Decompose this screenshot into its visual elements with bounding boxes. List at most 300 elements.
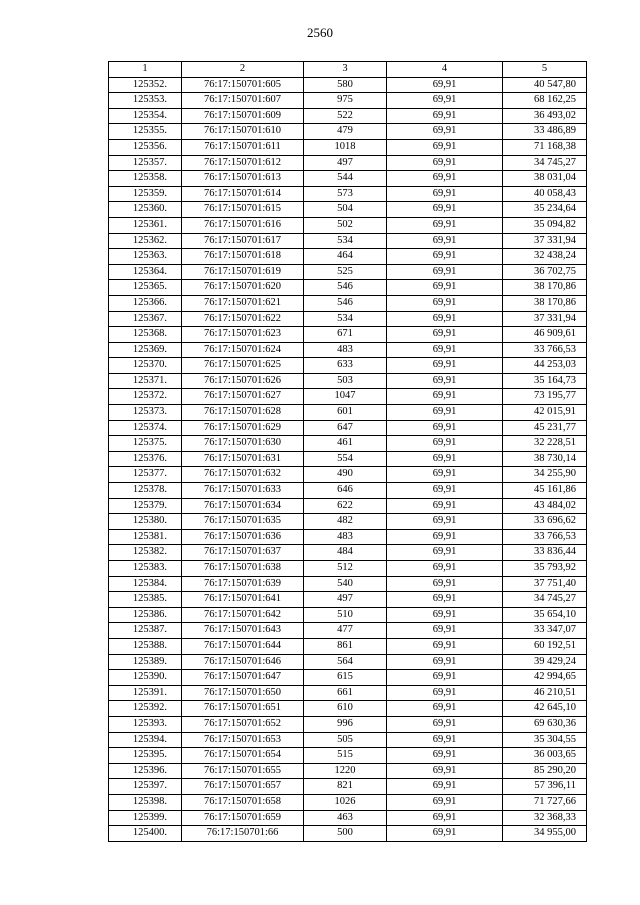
amount-cell: 37 331,94: [503, 233, 587, 249]
cadastral-number-cell: 76:17:150701:654: [182, 748, 304, 764]
rate-cell: 69,91: [387, 592, 503, 608]
cadastral-number-cell: 76:17:150701:624: [182, 342, 304, 358]
rate-cell: 69,91: [387, 810, 503, 826]
table-row: [109, 311, 587, 327]
rate-cell: 69,91: [387, 623, 503, 639]
area-cell: 573: [304, 186, 387, 202]
table-row: [109, 716, 587, 732]
rate-cell: 69,91: [387, 607, 503, 623]
rate-cell: 69,91: [387, 93, 503, 109]
amount-cell: 68 162,25: [503, 93, 587, 109]
row-number-cell: 125389.: [109, 654, 182, 670]
amount-cell: 34 255,90: [503, 467, 587, 483]
row-number-cell: 125382.: [109, 545, 182, 561]
amount-cell: 33 347,07: [503, 623, 587, 639]
rate-cell: 69,91: [387, 139, 503, 155]
amount-cell: 40 547,80: [503, 77, 587, 93]
rate-cell: 69,91: [387, 217, 503, 233]
row-number-cell: 125359.: [109, 186, 182, 202]
amount-cell: 73 195,77: [503, 389, 587, 405]
amount-cell: 57 396,11: [503, 779, 587, 795]
row-number-cell: 125383.: [109, 561, 182, 577]
rate-cell: 69,91: [387, 186, 503, 202]
cadastral-number-cell: 76:17:150701:650: [182, 685, 304, 701]
amount-cell: 32 228,51: [503, 436, 587, 452]
table-row: [109, 358, 587, 374]
table-row: [109, 373, 587, 389]
table-body: [109, 77, 587, 841]
table-row: [109, 217, 587, 233]
cadastral-number-cell: 76:17:150701:642: [182, 607, 304, 623]
area-cell: 497: [304, 592, 387, 608]
area-cell: 1018: [304, 139, 387, 155]
table-row: [109, 545, 587, 561]
cadastral-number-cell: 76:17:150701:621: [182, 295, 304, 311]
rate-cell: 69,91: [387, 108, 503, 124]
amount-cell: 35 304,55: [503, 732, 587, 748]
rate-cell: 69,91: [387, 638, 503, 654]
amount-cell: 43 484,02: [503, 498, 587, 514]
table-row: [109, 420, 587, 436]
area-cell: 522: [304, 108, 387, 124]
amount-cell: 42 994,65: [503, 670, 587, 686]
row-number-cell: 125372.: [109, 389, 182, 405]
table-row: [109, 451, 587, 467]
rate-cell: 69,91: [387, 748, 503, 764]
amount-cell: 36 003,65: [503, 748, 587, 764]
amount-cell: 34 745,27: [503, 592, 587, 608]
row-number-cell: 125388.: [109, 638, 182, 654]
rate-cell: 69,91: [387, 794, 503, 810]
table-row: [109, 233, 587, 249]
cadastral-number-cell: 76:17:150701:651: [182, 701, 304, 717]
row-number-cell: 125370.: [109, 358, 182, 374]
amount-cell: 39 429,24: [503, 654, 587, 670]
area-cell: 534: [304, 233, 387, 249]
row-number-cell: 125365.: [109, 280, 182, 296]
row-number-cell: 125368.: [109, 327, 182, 343]
rate-cell: 69,91: [387, 467, 503, 483]
rate-cell: 69,91: [387, 155, 503, 171]
cadastral-number-cell: 76:17:150701:647: [182, 670, 304, 686]
table-header-row: [109, 62, 587, 78]
cadastral-number-cell: 76:17:150701:657: [182, 779, 304, 795]
row-number-cell: 125363.: [109, 249, 182, 265]
row-number-cell: 125390.: [109, 670, 182, 686]
amount-cell: 35 164,73: [503, 373, 587, 389]
cadastral-number-cell: 76:17:150701:616: [182, 217, 304, 233]
row-number-cell: 125375.: [109, 436, 182, 452]
table-row: [109, 763, 587, 779]
rate-cell: 69,91: [387, 342, 503, 358]
area-cell: 546: [304, 280, 387, 296]
amount-cell: 38 170,86: [503, 295, 587, 311]
row-number-cell: 125364.: [109, 264, 182, 280]
table-row: [109, 280, 587, 296]
rate-cell: 69,91: [387, 373, 503, 389]
area-cell: 821: [304, 779, 387, 795]
table-row: [109, 498, 587, 514]
cadastral-number-cell: 76:17:150701:633: [182, 483, 304, 499]
row-number-cell: 125386.: [109, 607, 182, 623]
area-cell: 515: [304, 748, 387, 764]
table-row: [109, 77, 587, 93]
rate-cell: 69,91: [387, 483, 503, 499]
cadastral-number-cell: 76:17:150701:652: [182, 716, 304, 732]
row-number-cell: 125371.: [109, 373, 182, 389]
row-number-cell: 125356.: [109, 139, 182, 155]
row-number-cell: 125352.: [109, 77, 182, 93]
table-row: [109, 483, 587, 499]
area-cell: 1047: [304, 389, 387, 405]
cadastral-number-cell: 76:17:150701:653: [182, 732, 304, 748]
rate-cell: 69,91: [387, 576, 503, 592]
rate-cell: 69,91: [387, 545, 503, 561]
rate-cell: 69,91: [387, 171, 503, 187]
row-number-cell: 125367.: [109, 311, 182, 327]
area-cell: 504: [304, 202, 387, 218]
cadastral-number-cell: 76:17:150701:659: [182, 810, 304, 826]
area-cell: 505: [304, 732, 387, 748]
cadastral-number-cell: 76:17:150701:634: [182, 498, 304, 514]
rate-cell: 69,91: [387, 498, 503, 514]
table-row: [109, 327, 587, 343]
rate-cell: 69,91: [387, 763, 503, 779]
area-cell: 540: [304, 576, 387, 592]
area-cell: 490: [304, 467, 387, 483]
table-row: [109, 576, 587, 592]
cadastral-number-cell: 76:17:150701:635: [182, 514, 304, 530]
amount-cell: 69 630,36: [503, 716, 587, 732]
amount-cell: 34 955,00: [503, 826, 587, 842]
cadastral-number-cell: 76:17:150701:610: [182, 124, 304, 140]
table-row: [109, 264, 587, 280]
page-number: 2560: [307, 25, 333, 40]
table-row: [109, 171, 587, 187]
area-cell: 483: [304, 529, 387, 545]
cadastral-number-cell: 76:17:150701:641: [182, 592, 304, 608]
cadastral-number-cell: 76:17:150701:631: [182, 451, 304, 467]
row-number-cell: 125376.: [109, 451, 182, 467]
amount-cell: 33 696,62: [503, 514, 587, 530]
amount-cell: 38 170,86: [503, 280, 587, 296]
row-number-cell: 125378.: [109, 483, 182, 499]
amount-cell: 46 210,51: [503, 685, 587, 701]
cadastral-number-cell: 76:17:150701:620: [182, 280, 304, 296]
row-number-cell: 125392.: [109, 701, 182, 717]
rate-cell: 69,91: [387, 732, 503, 748]
row-number-cell: 125397.: [109, 779, 182, 795]
area-cell: 661: [304, 685, 387, 701]
area-cell: 484: [304, 545, 387, 561]
row-number-cell: 125391.: [109, 685, 182, 701]
area-cell: 512: [304, 561, 387, 577]
row-number-cell: 125373.: [109, 405, 182, 421]
table-row: [109, 108, 587, 124]
amount-cell: 44 253,03: [503, 358, 587, 374]
amount-cell: 45 161,86: [503, 483, 587, 499]
area-cell: 554: [304, 451, 387, 467]
area-cell: 861: [304, 638, 387, 654]
cadastral-number-cell: 76:17:150701:646: [182, 654, 304, 670]
amount-cell: 40 058,43: [503, 186, 587, 202]
area-cell: 610: [304, 701, 387, 717]
amount-cell: 34 745,27: [503, 155, 587, 171]
column-header-5: 5: [503, 62, 587, 78]
amount-cell: 71 168,38: [503, 139, 587, 155]
area-cell: 502: [304, 217, 387, 233]
table-row: [109, 607, 587, 623]
cadastral-number-cell: 76:17:150701:611: [182, 139, 304, 155]
cadastral-number-cell: 76:17:150701:628: [182, 405, 304, 421]
rate-cell: 69,91: [387, 826, 503, 842]
rate-cell: 69,91: [387, 233, 503, 249]
row-number-cell: 125393.: [109, 716, 182, 732]
row-number-cell: 125353.: [109, 93, 182, 109]
table-row: [109, 638, 587, 654]
cadastral-number-cell: 76:17:150701:638: [182, 561, 304, 577]
cadastral-number-cell: 76:17:150701:644: [182, 638, 304, 654]
cadastral-number-cell: 76:17:150701:605: [182, 77, 304, 93]
amount-cell: 85 290,20: [503, 763, 587, 779]
amount-cell: 32 368,33: [503, 810, 587, 826]
amount-cell: 36 702,75: [503, 264, 587, 280]
table-row: [109, 685, 587, 701]
row-number-cell: 125369.: [109, 342, 182, 358]
amount-cell: 60 192,51: [503, 638, 587, 654]
row-number-cell: 125396.: [109, 763, 182, 779]
amount-cell: 33 836,44: [503, 545, 587, 561]
amount-cell: 32 438,24: [503, 249, 587, 265]
table-row: [109, 436, 587, 452]
amount-cell: 36 493,02: [503, 108, 587, 124]
area-cell: 483: [304, 342, 387, 358]
area-cell: 477: [304, 623, 387, 639]
area-cell: 564: [304, 654, 387, 670]
area-cell: 546: [304, 295, 387, 311]
rate-cell: 69,91: [387, 561, 503, 577]
rate-cell: 69,91: [387, 716, 503, 732]
amount-cell: 33 766,53: [503, 342, 587, 358]
row-number-cell: 125387.: [109, 623, 182, 639]
column-header-2: 2: [182, 62, 304, 78]
area-cell: 1026: [304, 794, 387, 810]
table-row: [109, 405, 587, 421]
row-number-cell: 125380.: [109, 514, 182, 530]
area-cell: 671: [304, 327, 387, 343]
rate-cell: 69,91: [387, 264, 503, 280]
table-row: [109, 779, 587, 795]
table-row: [109, 529, 587, 545]
amount-cell: 35 094,82: [503, 217, 587, 233]
table-row: [109, 249, 587, 265]
table-row: [109, 93, 587, 109]
column-header-1: 1: [109, 62, 182, 78]
cadastral-number-cell: 76:17:150701:622: [182, 311, 304, 327]
cadastral-number-cell: 76:17:150701:619: [182, 264, 304, 280]
cadastral-number-cell: 76:17:150701:615: [182, 202, 304, 218]
row-number-cell: 125360.: [109, 202, 182, 218]
rate-cell: 69,91: [387, 685, 503, 701]
table-row: [109, 389, 587, 405]
amount-cell: 35 654,10: [503, 607, 587, 623]
row-number-cell: 125400.: [109, 826, 182, 842]
table-row: [109, 670, 587, 686]
row-number-cell: 125394.: [109, 732, 182, 748]
table-row: [109, 561, 587, 577]
cadastral-number-cell: 76:17:150701:639: [182, 576, 304, 592]
table-row: [109, 810, 587, 826]
table-row: [109, 701, 587, 717]
area-cell: 580: [304, 77, 387, 93]
cadastral-number-cell: 76:17:150701:614: [182, 186, 304, 202]
rate-cell: 69,91: [387, 124, 503, 140]
row-number-cell: 125374.: [109, 420, 182, 436]
area-cell: 1220: [304, 763, 387, 779]
cadastral-number-cell: 76:17:150701:627: [182, 389, 304, 405]
cadastral-number-cell: 76:17:150701:626: [182, 373, 304, 389]
table-row: [109, 514, 587, 530]
area-cell: 647: [304, 420, 387, 436]
row-number-cell: 125385.: [109, 592, 182, 608]
table-row: [109, 202, 587, 218]
amount-cell: 37 331,94: [503, 311, 587, 327]
rate-cell: 69,91: [387, 358, 503, 374]
cadastral-number-cell: 76:17:150701:613: [182, 171, 304, 187]
row-number-cell: 125384.: [109, 576, 182, 592]
column-header-3: 3: [304, 62, 387, 78]
amount-cell: 45 231,77: [503, 420, 587, 436]
table-row: [109, 342, 587, 358]
row-number-cell: 125357.: [109, 155, 182, 171]
table-row: [109, 186, 587, 202]
cadastral-number-cell: 76:17:150701:607: [182, 93, 304, 109]
amount-cell: 46 909,61: [503, 327, 587, 343]
table-row: [109, 592, 587, 608]
row-number-cell: 125398.: [109, 794, 182, 810]
cadastral-number-cell: 76:17:150701:609: [182, 108, 304, 124]
amount-cell: 37 751,40: [503, 576, 587, 592]
column-header-4: 4: [387, 62, 503, 78]
cadastral-number-cell: 76:17:150701:66: [182, 826, 304, 842]
rate-cell: 69,91: [387, 670, 503, 686]
row-number-cell: 125361.: [109, 217, 182, 233]
rate-cell: 69,91: [387, 389, 503, 405]
amount-cell: 35 793,92: [503, 561, 587, 577]
amount-cell: 38 031,04: [503, 171, 587, 187]
table-row: [109, 654, 587, 670]
cadastral-number-cell: 76:17:150701:629: [182, 420, 304, 436]
rate-cell: 69,91: [387, 249, 503, 265]
rate-cell: 69,91: [387, 405, 503, 421]
amount-cell: 33 766,53: [503, 529, 587, 545]
rate-cell: 69,91: [387, 77, 503, 93]
amount-cell: 33 486,89: [503, 124, 587, 140]
rate-cell: 69,91: [387, 451, 503, 467]
row-number-cell: 125399.: [109, 810, 182, 826]
area-cell: 464: [304, 249, 387, 265]
row-number-cell: 125358.: [109, 171, 182, 187]
table-row: [109, 794, 587, 810]
table-row: [109, 295, 587, 311]
rate-cell: 69,91: [387, 529, 503, 545]
area-cell: 622: [304, 498, 387, 514]
cadastral-number-cell: 76:17:150701:637: [182, 545, 304, 561]
row-number-cell: 125354.: [109, 108, 182, 124]
rate-cell: 69,91: [387, 779, 503, 795]
cadastral-number-cell: 76:17:150701:612: [182, 155, 304, 171]
table-row: [109, 623, 587, 639]
area-cell: 479: [304, 124, 387, 140]
table-row: [109, 124, 587, 140]
area-cell: 601: [304, 405, 387, 421]
rate-cell: 69,91: [387, 311, 503, 327]
area-cell: 615: [304, 670, 387, 686]
row-number-cell: 125366.: [109, 295, 182, 311]
area-cell: 461: [304, 436, 387, 452]
rate-cell: 69,91: [387, 514, 503, 530]
cadastral-number-cell: 76:17:150701:643: [182, 623, 304, 639]
rate-cell: 69,91: [387, 295, 503, 311]
area-cell: 500: [304, 826, 387, 842]
amount-cell: 42 015,91: [503, 405, 587, 421]
cadastral-number-cell: 76:17:150701:658: [182, 794, 304, 810]
area-cell: 510: [304, 607, 387, 623]
table-row: [109, 732, 587, 748]
area-cell: 975: [304, 93, 387, 109]
area-cell: 525: [304, 264, 387, 280]
registry-table: [108, 61, 587, 842]
area-cell: 463: [304, 810, 387, 826]
row-number-cell: 125362.: [109, 233, 182, 249]
cadastral-number-cell: 76:17:150701:617: [182, 233, 304, 249]
cadastral-number-cell: 76:17:150701:655: [182, 763, 304, 779]
cadastral-number-cell: 76:17:150701:623: [182, 327, 304, 343]
table-row: [109, 748, 587, 764]
amount-cell: 35 234,64: [503, 202, 587, 218]
rate-cell: 69,91: [387, 202, 503, 218]
rate-cell: 69,91: [387, 701, 503, 717]
table-row: [109, 139, 587, 155]
table-row: [109, 467, 587, 483]
cadastral-number-cell: 76:17:150701:630: [182, 436, 304, 452]
table-row: [109, 155, 587, 171]
amount-cell: 38 730,14: [503, 451, 587, 467]
cadastral-number-cell: 76:17:150701:618: [182, 249, 304, 265]
row-number-cell: 125355.: [109, 124, 182, 140]
rate-cell: 69,91: [387, 654, 503, 670]
row-number-cell: 125395.: [109, 748, 182, 764]
cadastral-number-cell: 76:17:150701:632: [182, 467, 304, 483]
row-number-cell: 125381.: [109, 529, 182, 545]
area-cell: 646: [304, 483, 387, 499]
area-cell: 482: [304, 514, 387, 530]
area-cell: 633: [304, 358, 387, 374]
rate-cell: 69,91: [387, 327, 503, 343]
rate-cell: 69,91: [387, 436, 503, 452]
row-number-cell: 125379.: [109, 498, 182, 514]
row-number-cell: 125377.: [109, 467, 182, 483]
rate-cell: 69,91: [387, 420, 503, 436]
area-cell: 497: [304, 155, 387, 171]
cadastral-number-cell: 76:17:150701:636: [182, 529, 304, 545]
area-cell: 534: [304, 311, 387, 327]
area-cell: 544: [304, 171, 387, 187]
amount-cell: 42 645,10: [503, 701, 587, 717]
cadastral-number-cell: 76:17:150701:625: [182, 358, 304, 374]
area-cell: 503: [304, 373, 387, 389]
amount-cell: 71 727,66: [503, 794, 587, 810]
